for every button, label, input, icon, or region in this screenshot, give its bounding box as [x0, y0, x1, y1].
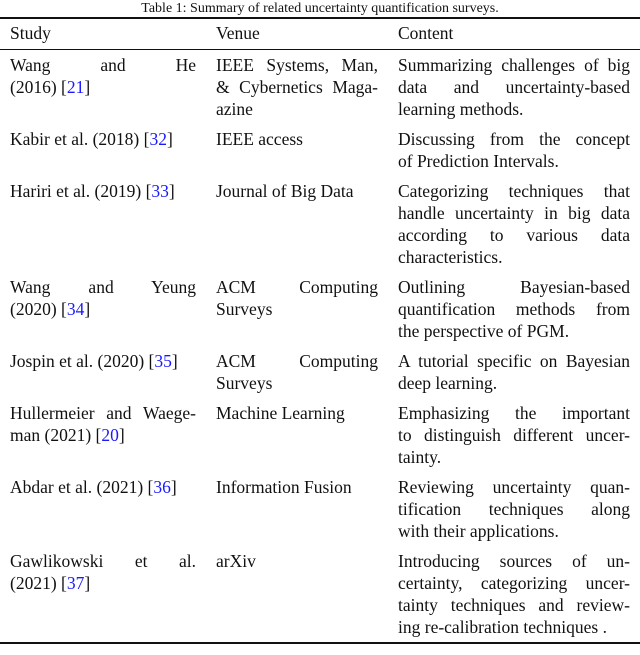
- venue-text: azine: [216, 99, 253, 119]
- content-line: [398, 202, 630, 224]
- venue-line: [216, 550, 378, 572]
- content-text: with their applications.: [398, 521, 559, 541]
- study-line: man (2021) [20]: [10, 425, 125, 445]
- venue-line: [216, 76, 378, 98]
- content-line: [398, 224, 630, 246]
- content-cell: [378, 272, 640, 346]
- study-cell: [0, 346, 196, 398]
- study-text: (2021): [10, 573, 57, 593]
- content-text: of Prediction Intervals.: [398, 151, 559, 171]
- citation-link[interactable]: 20: [101, 425, 119, 445]
- content-line: [398, 424, 630, 446]
- content-text: handle uncertainty in big data: [398, 203, 630, 223]
- venue-line: [216, 476, 378, 498]
- content-line: [398, 476, 630, 498]
- content-text: Emphasizing the important: [398, 403, 630, 423]
- content-line: [398, 180, 630, 202]
- content-line: [398, 616, 630, 638]
- venue-text: Surveys: [216, 373, 273, 393]
- venue-line: [216, 402, 378, 424]
- venue-line: [216, 298, 378, 320]
- study-line: (2021) [37]: [10, 573, 91, 593]
- header-venue: Venue: [216, 23, 260, 43]
- venue-cell: [196, 398, 378, 472]
- content-text: Introducing sources of un-: [398, 551, 630, 571]
- venue-cell: [196, 346, 378, 398]
- content-line: [398, 498, 630, 520]
- study-line: [10, 54, 196, 76]
- content-cell: [378, 50, 640, 125]
- content-text: the perspective of PGM.: [398, 321, 570, 341]
- table-row: [0, 472, 640, 546]
- study-text: Wang and He: [10, 55, 196, 75]
- content-text: Reviewing uncertainty quan-: [398, 477, 630, 497]
- table-row: [0, 124, 640, 176]
- table-caption: Table 1: Summary of related uncertainty quantification surveys.: [141, 1, 499, 16]
- study-line: Kabir et al. (2018) [32]: [10, 129, 173, 149]
- content-text: ing re-calibration techniques .: [398, 617, 607, 637]
- table-row: [0, 398, 640, 472]
- study-text: Hullermeier and Waege-: [10, 403, 196, 423]
- study-cell: [0, 472, 196, 546]
- content-line: [398, 402, 630, 424]
- surveys-table: [0, 17, 640, 644]
- table-row: [0, 546, 640, 643]
- content-cell: [378, 546, 640, 643]
- content-line: [398, 276, 630, 298]
- content-text: tification techniques along: [398, 499, 630, 519]
- study-text: man (2021): [10, 425, 92, 445]
- study-line: Abdar et al. (2021) [36]: [10, 477, 177, 497]
- content-cell: [378, 398, 640, 472]
- venue-cell: [196, 546, 378, 643]
- header-study: Study: [10, 23, 51, 43]
- venue-cell: [196, 50, 378, 125]
- study-text: (2016): [10, 77, 57, 97]
- content-line: [398, 54, 630, 76]
- venue-text: IEEE Systems, Man,: [216, 55, 378, 75]
- content-line: [398, 372, 630, 394]
- citation-link[interactable]: 32: [149, 129, 167, 149]
- content-line: [398, 350, 630, 372]
- venue-cell: [196, 272, 378, 346]
- citation-link[interactable]: 37: [66, 573, 85, 593]
- study-line: Hariri et al. (2019) [33]: [10, 181, 175, 201]
- venue-text: Journal of Big Data: [216, 181, 354, 201]
- content-line: [398, 298, 630, 320]
- venue-text: arXiv: [216, 551, 256, 571]
- content-line: [398, 320, 630, 342]
- venue-text: IEEE access: [216, 129, 303, 149]
- study-cell: [0, 50, 196, 125]
- study-text: Jospin et al. (2020): [10, 351, 145, 371]
- study-line: [10, 550, 196, 572]
- content-line: [398, 128, 630, 150]
- study-line: [10, 402, 196, 424]
- study-line: Jospin et al. (2020) [35]: [10, 351, 178, 371]
- venue-text: Surveys: [216, 299, 273, 319]
- content-text: tainty techniques and review-: [398, 595, 630, 615]
- venue-line: [216, 54, 378, 76]
- venue-line: [216, 350, 378, 372]
- study-cell: [0, 398, 196, 472]
- study-text: (2020): [10, 299, 57, 319]
- content-line: [398, 446, 630, 468]
- study-line: [10, 276, 196, 298]
- citation-link[interactable]: 36: [153, 477, 171, 497]
- study-text: Gawlikowski et al.: [10, 551, 196, 571]
- venue-cell: [196, 472, 378, 546]
- study-cell: [0, 124, 196, 176]
- study-cell: [0, 176, 196, 272]
- venue-line: [216, 276, 378, 298]
- venue-text: Machine Learning: [216, 403, 345, 423]
- content-text: Outlining Bayesian-based: [398, 277, 630, 297]
- citation-link[interactable]: 21: [66, 77, 85, 97]
- venue-text: ACM Computing: [216, 277, 378, 297]
- citation-link[interactable]: 34: [66, 299, 85, 319]
- study-line: (2020) [34]: [10, 299, 91, 319]
- content-text: data and uncertainty-based: [398, 77, 630, 97]
- study-text: Wang and Yeung: [10, 277, 196, 297]
- content-line: [398, 76, 630, 98]
- content-text: learning methods.: [398, 99, 524, 119]
- content-text: Summarizing challenges of big: [398, 55, 630, 75]
- content-text: quantification methods from: [398, 299, 630, 319]
- table-row: [0, 50, 640, 125]
- content-text: to distinguish different uncer-: [398, 425, 630, 445]
- citation-link[interactable]: 35: [154, 351, 172, 371]
- venue-line: [216, 180, 378, 202]
- study-cell: [0, 546, 196, 643]
- content-text: Discussing from the concept: [398, 129, 630, 149]
- content-line: [398, 150, 630, 172]
- table-row: [0, 272, 640, 346]
- content-text: Categorizing techniques that: [398, 181, 630, 201]
- content-text: according to various data: [398, 225, 630, 245]
- content-cell: [378, 472, 640, 546]
- content-line: [398, 520, 630, 542]
- content-text: tainty.: [398, 447, 442, 467]
- venue-text: & Cybernetics Maga-: [216, 77, 378, 97]
- content-line: [398, 550, 630, 572]
- content-line: [398, 594, 630, 616]
- content-line: [398, 572, 630, 594]
- study-text: Kabir et al. (2018): [10, 129, 140, 149]
- content-cell: [378, 176, 640, 272]
- content-text: deep learning.: [398, 373, 498, 393]
- venue-line: [216, 128, 378, 150]
- venue-text: Information Fusion: [216, 477, 352, 497]
- content-text: characteristics.: [398, 247, 503, 267]
- study-text: Hariri et al. (2019): [10, 181, 142, 201]
- content-text: A tutorial specific on Bayesian: [398, 351, 630, 371]
- venue-line: [216, 372, 378, 394]
- venue-cell: [196, 124, 378, 176]
- content-cell: [378, 346, 640, 398]
- study-text: Abdar et al. (2021): [10, 477, 144, 497]
- header-content: Content: [398, 23, 454, 43]
- header-row: [0, 18, 640, 50]
- venue-text: ACM Computing: [216, 351, 378, 371]
- study-cell: [0, 272, 196, 346]
- table-row: [0, 176, 640, 272]
- venue-line: [216, 98, 378, 120]
- content-line: [398, 98, 630, 120]
- content-cell: [378, 124, 640, 176]
- study-line: (2016) [21]: [10, 77, 91, 97]
- table-row: [0, 346, 640, 398]
- content-line: [398, 246, 630, 268]
- citation-link[interactable]: 33: [151, 181, 169, 201]
- venue-cell: [196, 176, 378, 272]
- content-text: certainty, categorizing uncer-: [398, 573, 630, 593]
